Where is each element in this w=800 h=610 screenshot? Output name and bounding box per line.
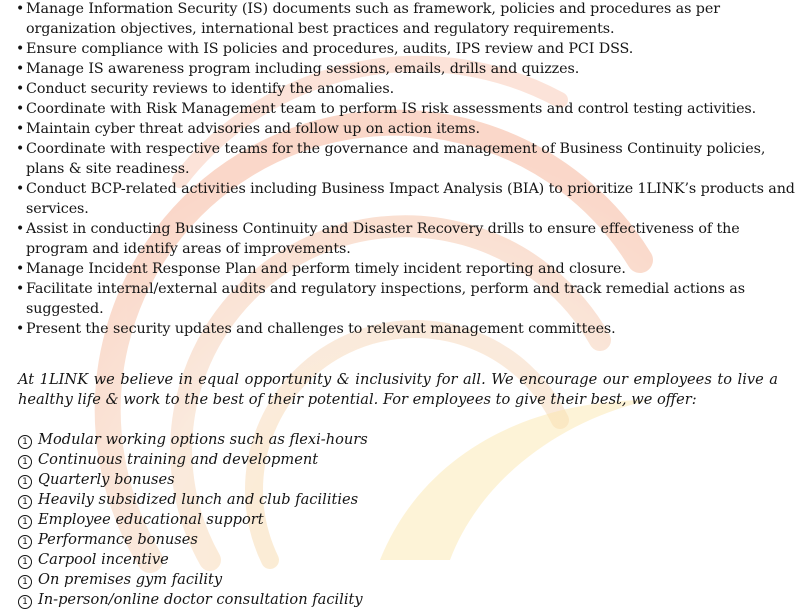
list-item: 1 Performance bonuses [18, 530, 368, 550]
list-item: • Manage Information Security (IS) documents such as framework, policies and procedures as per organization objectives, international best practices and regulatory requirements. [16, 1, 720, 37]
numbered-circle-icon: 1 [18, 515, 32, 529]
bullet-icon: • [16, 121, 25, 137]
list-item: • Coordinate with respective teams for the governance and management of Business Continuity policies, plans & site readiness. [16, 141, 766, 177]
watermark-swoosh [380, 400, 650, 560]
numbered-circle-icon: 1 [18, 595, 32, 609]
benefits-list [18, 430, 368, 610]
bullet-icon: • [16, 41, 25, 57]
responsibilities-list [16, 0, 796, 339]
list-item: • Conduct security reviews to identify the anomalies. [16, 81, 395, 97]
bullet-icon: • [16, 81, 25, 97]
inclusivity-paragraph: At 1LINK we believe in equal opportunity & inclusivity for all. We encourage our employees to live a healthy life & work to the best of their potential. For employees to give their best, we offer: [18, 371, 778, 408]
list-item: • Manage Incident Response Plan and perform timely incident reporting and closure. [16, 261, 626, 277]
list-item: • Facilitate internal/external audits and regulatory inspections, perform and track remedial actions as suggested. [16, 281, 745, 317]
list-item: • Coordinate with Risk Management team to perform IS risk assessments and control testing activities. [16, 101, 757, 117]
list-item: 1 Modular working options such as flexi-hours [18, 430, 368, 450]
bullet-icon: • [16, 181, 25, 197]
list-item: • Maintain cyber threat advisories and follow up on action items. [16, 121, 480, 137]
bullet-icon: • [16, 321, 25, 337]
list-item: 1 Employee educational support [18, 510, 368, 530]
bullet-icon: • [16, 221, 25, 237]
bullet-icon: • [16, 261, 25, 277]
list-item: • Assist in conducting Business Continuity and Disaster Recovery drills to ensure effectiveness of the program and identify areas of improvements. [16, 221, 740, 257]
list-item: 1 On premises gym facility [18, 570, 368, 590]
numbered-circle-icon: 1 [18, 435, 32, 449]
list-item: 1 In-person/online doctor consultation facility [18, 590, 368, 610]
numbered-circle-icon: 1 [18, 575, 32, 589]
numbered-circle-icon: 1 [18, 555, 32, 569]
bullet-icon: • [16, 101, 25, 117]
bullet-icon: • [16, 281, 25, 297]
list-item: 1 Quarterly bonuses [18, 470, 368, 490]
bullet-icon: • [16, 141, 25, 157]
numbered-circle-icon: 1 [18, 475, 32, 489]
list-item: 1 Continuous training and development [18, 450, 368, 470]
bullet-icon: • [16, 1, 25, 17]
list-item: 1 Heavily subsidized lunch and club facilities [18, 490, 368, 510]
list-item: 1 Carpool incentive [18, 550, 368, 570]
list-item: • Ensure compliance with IS policies and procedures, audits, IPS review and PCI DSS. [16, 41, 634, 57]
numbered-circle-icon: 1 [18, 495, 32, 509]
numbered-circle-icon: 1 [18, 535, 32, 549]
list-item: • Present the security updates and challenges to relevant management committees. [16, 321, 616, 337]
bullet-icon: • [16, 61, 25, 77]
list-item: • Conduct BCP-related activities including Business Impact Analysis (BIA) to prioritize 1LINK’s products and services. [16, 181, 795, 217]
list-item: • Manage IS awareness program including sessions, emails, drills and quizzes. [16, 61, 580, 77]
numbered-circle-icon: 1 [18, 455, 32, 469]
